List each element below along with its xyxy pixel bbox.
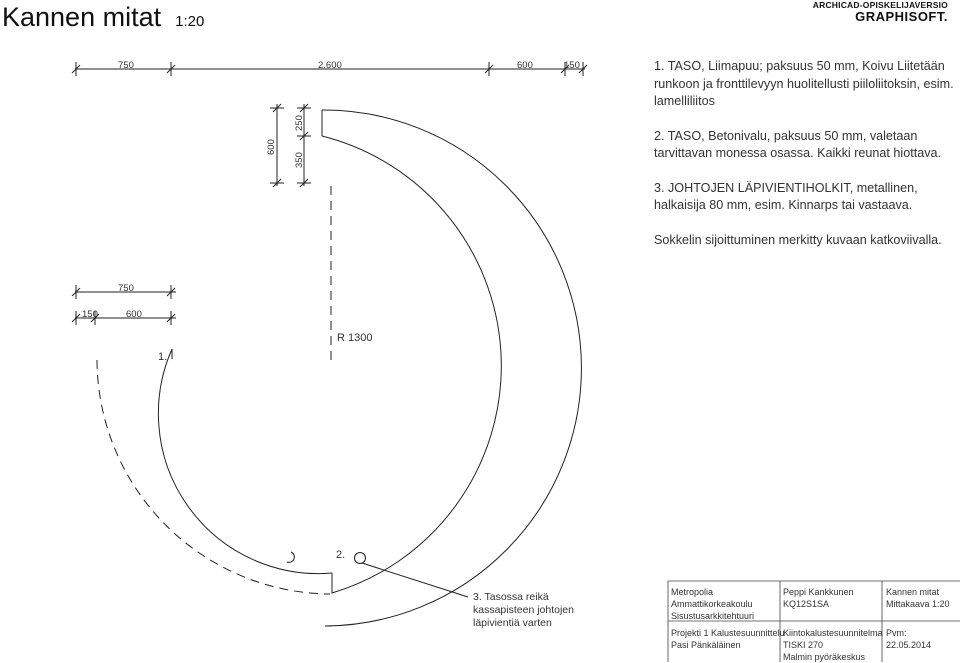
counter-level2-arc [322,136,501,593]
brand-line-1: ARCHICAD-OPISKELIJAVERSIO [812,0,948,10]
tb-line: Pasi Pänkäläinen [671,640,741,650]
dim-text-600-top: 600 [517,60,533,71]
title-block-sheet [886,586,950,610]
cable-hole-note-line: 3. Tasossa reikä [473,591,549,603]
dim-text-350: 350 [294,152,305,168]
note-2: 2. TASO, Betonivalu, paksuus 50 mm, valetaan tarvittavan monessa osassa. Kaikki reunat hiottava. [654,128,942,160]
title-block-school [671,586,754,622]
cable-hole-note [473,591,574,630]
tb-line: Pvm: [886,628,907,638]
dim-text-2600: 2.600 [318,60,342,71]
radius-label: R 1300 [337,332,373,344]
dim-text-600-lower: 600 [126,309,142,320]
title-block-plan [783,627,883,663]
note-3: 3. JOHTOJEN LÄPIVIENTIHOLKIT, metallinen, halkaisija 80 mm, esim. Kinnarps tai vastaava. [654,180,918,212]
dim-text-600-vertical: 600 [266,139,277,155]
drawing-title-text: Kannen mitat [2,2,162,32]
tb-line: Kannen mitat [886,587,940,597]
plinth-dashed-arc [97,360,330,594]
tb-line: Peppi Kankkunen [783,587,854,597]
brand-logo: GRAPHISOFT. [855,9,948,24]
tb-line: KQ12S1SA [783,599,830,609]
cable-hole-icon [355,553,366,564]
dim-text-750-middle: 750 [118,283,134,294]
tb-line: TISKI 270 [783,640,824,650]
tb-line: 22.05.2014 [886,640,932,650]
note-4: Sokkelin sijoittuminen merkitty kuvaan katkoviivalla. [654,232,942,247]
cable-hole-note-line: kassapisteen johtojen [473,604,574,616]
tb-line: Projekti 1 Kalustesuunnittelu [671,628,785,638]
tb-line: Kiintokalustesuunnitelma [783,628,883,638]
counter-inner-arc [158,349,332,574]
cable-hole-leader [362,563,468,597]
dim-text-250: 250 [294,115,305,131]
tb-line: Sisustusarkkitehtuuri [671,611,755,621]
level-2-label: 2. [336,549,346,561]
tb-line: Malmin pyöräkeskus [783,652,866,662]
tb-line: Metropolia [671,587,714,597]
dim-text-150-top: 150 [564,60,580,71]
counter-outer-arc [322,110,581,626]
note-1: 1. TASO, Liimapuu; paksuus 50 mm, Koivu Liitetään runkoon ja fronttilevyyn huolitellusti piiloliitoksin, esim. lamelliliitos [654,59,954,108]
tb-line: Mittakaava 1:20 [886,599,950,609]
title-block-author [783,586,854,610]
drawing-scale: 1:20 [175,13,205,30]
title-block-project [671,627,785,651]
dim-text-150-lower: 150 [82,309,98,320]
cable-hole-note-line: läpivientiä varten [473,617,552,629]
level-1-label: 1. [158,351,168,363]
title-block-date [886,627,931,651]
dim-text-750-top: 750 [118,60,134,71]
tb-line: Ammattikorkeakoulu [671,599,753,609]
cable-hole-2-icon [287,552,294,562]
